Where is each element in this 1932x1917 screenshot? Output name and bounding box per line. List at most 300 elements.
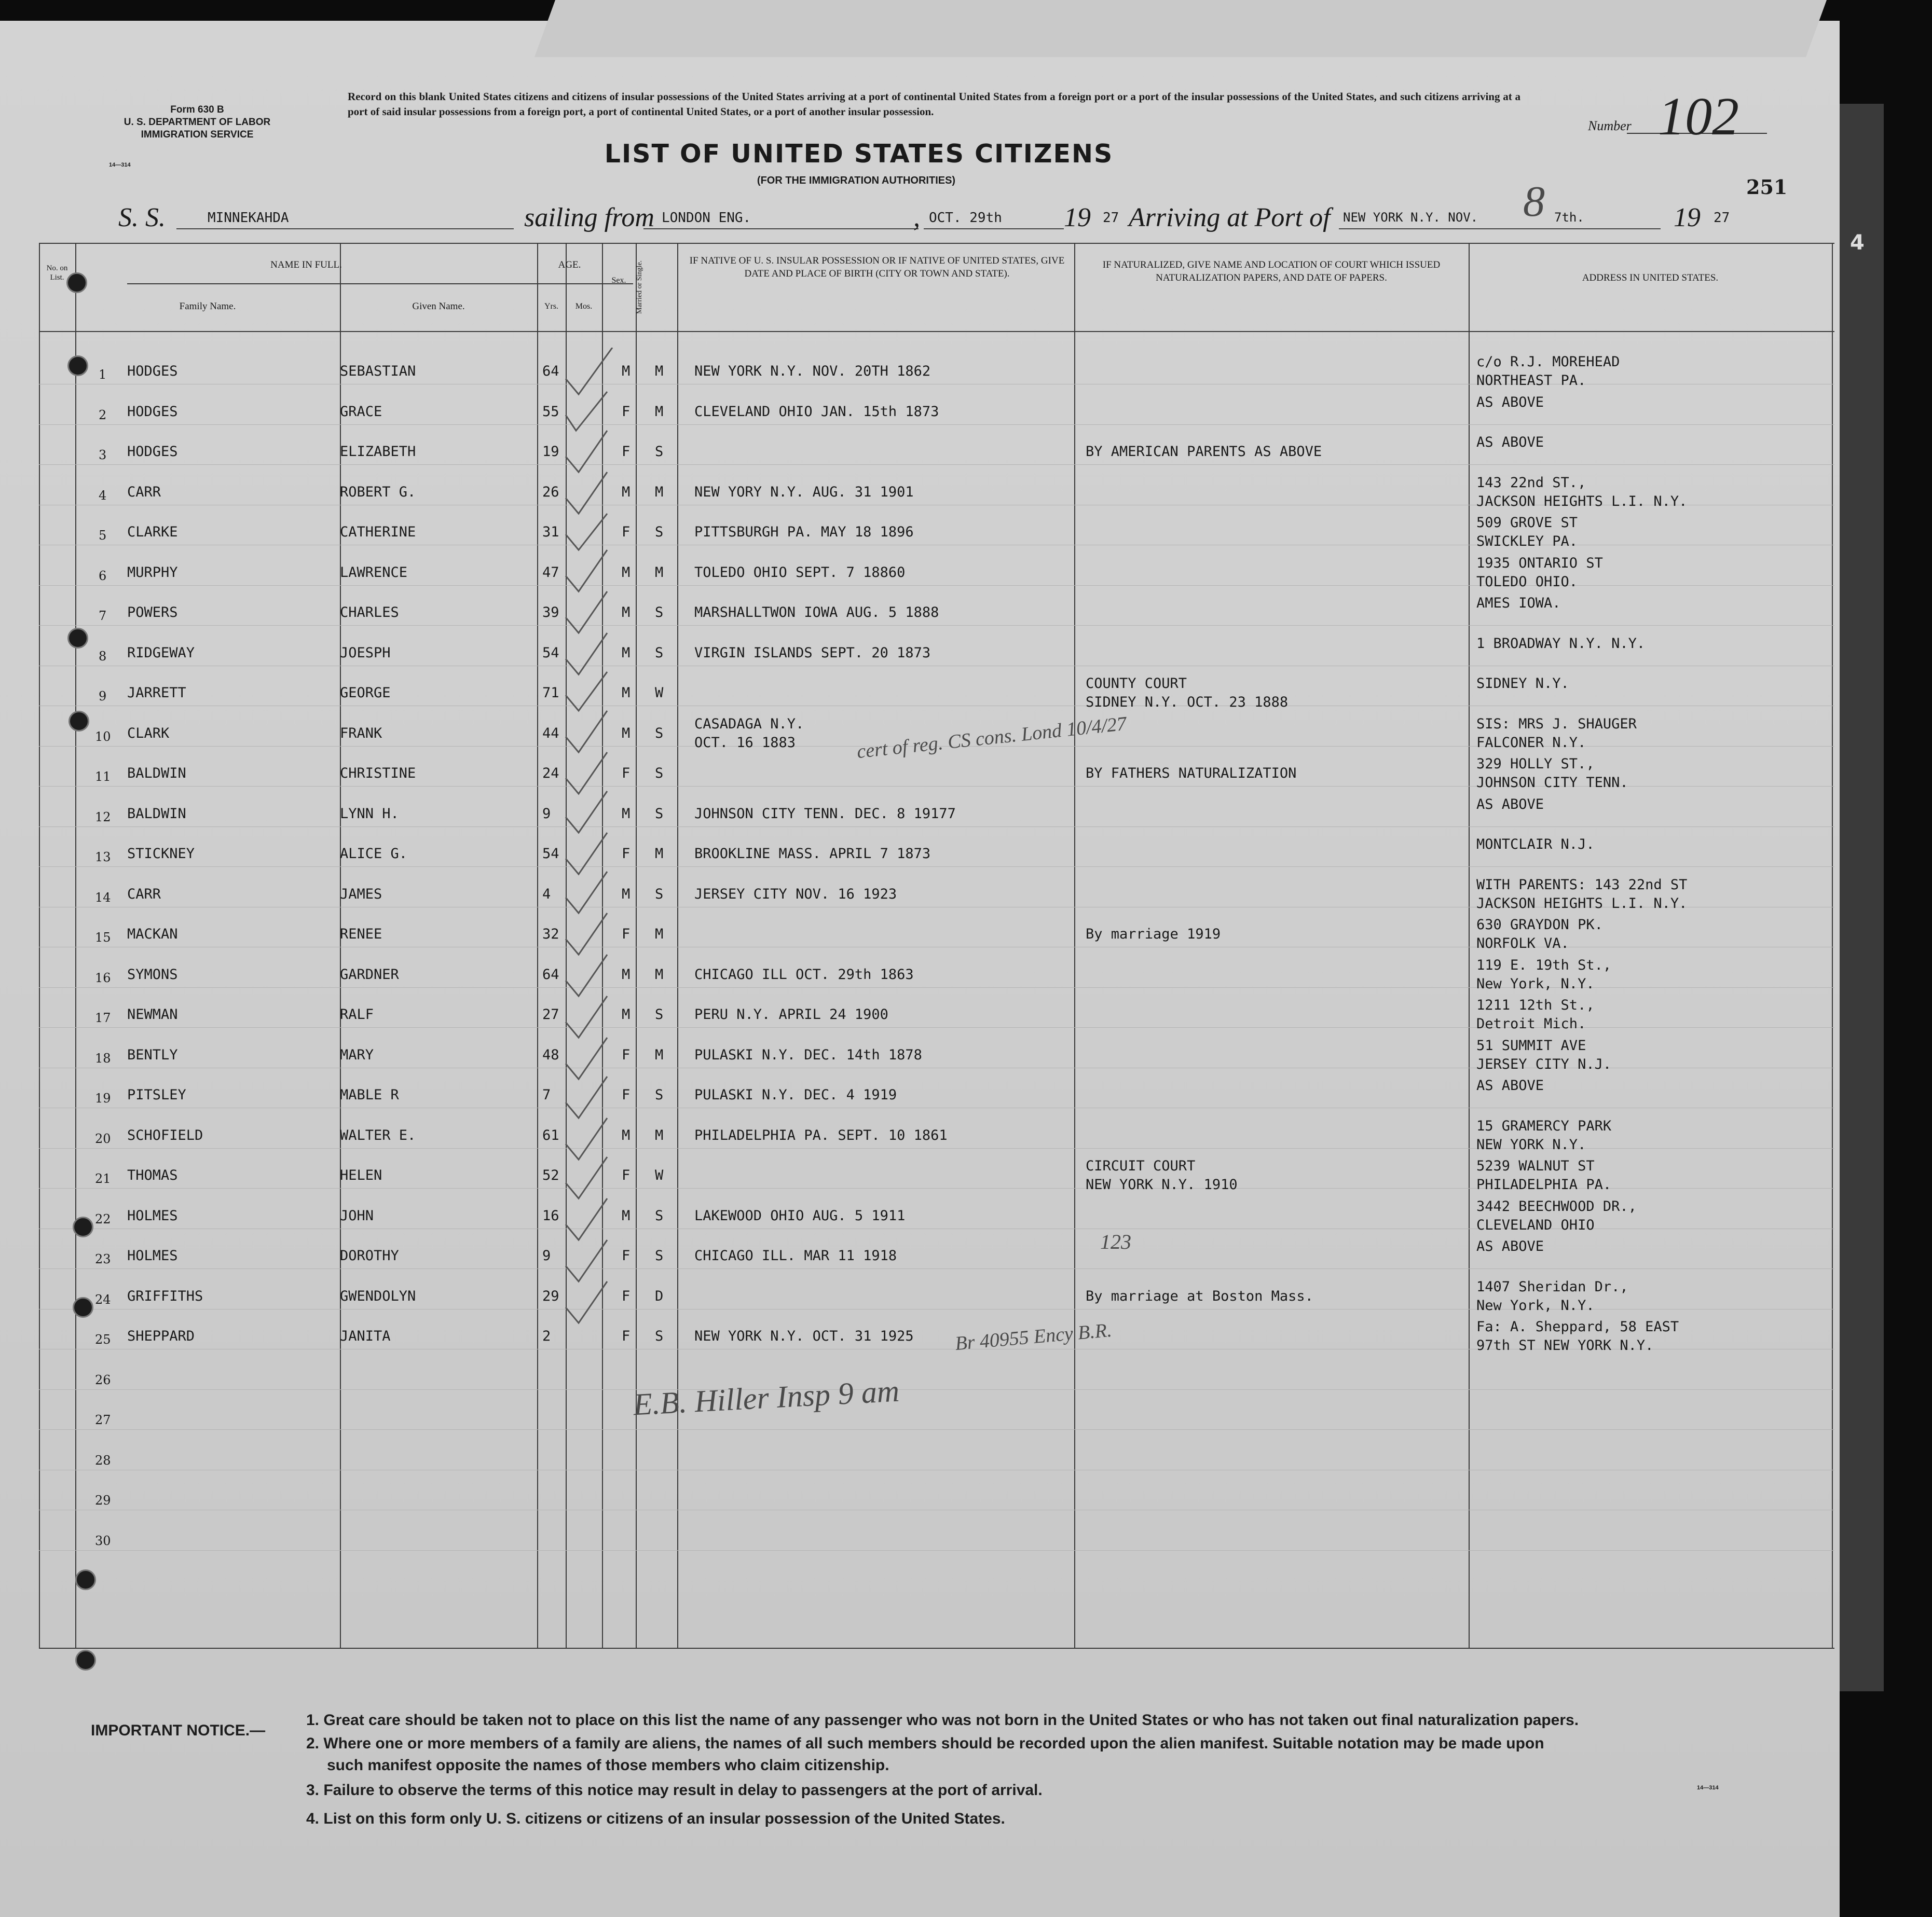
family-name: THOMAS	[127, 1167, 178, 1183]
family-name: SCHOFIELD	[127, 1127, 203, 1143]
age-years: 71	[542, 685, 559, 701]
age-years: 19	[542, 444, 559, 460]
naturalization-info-line2: NEW YORK N.Y. 1910	[1086, 1177, 1238, 1193]
notice-item-2-cont: such manifest opposite the names of those members who claim citizenship.	[327, 1757, 889, 1774]
handwritten-note-row10: cert of reg. CS cons. Lond 10/4/27	[856, 712, 1128, 763]
header-no: No. on List.	[46, 264, 68, 282]
marital-status: W	[655, 685, 664, 701]
marital-status: M	[655, 926, 664, 942]
family-name: BENTLY	[127, 1046, 178, 1063]
checkmark	[566, 392, 607, 431]
sex: F	[622, 1248, 631, 1264]
arrival-day-handwritten: 8	[1523, 177, 1545, 226]
sex: F	[622, 1288, 631, 1304]
row-number: 28	[95, 1453, 111, 1468]
header-married: Married or Single.	[636, 260, 643, 314]
row-number: 23	[95, 1252, 111, 1266]
ship-underline	[176, 228, 514, 229]
family-name: SHEPPARD	[127, 1328, 195, 1344]
address: 119 E. 19th St.,	[1476, 957, 1612, 973]
sex: M	[622, 1127, 631, 1143]
age-years: 16	[542, 1207, 559, 1224]
number-value: 102	[1658, 87, 1739, 146]
address: SIDNEY N.Y.	[1476, 675, 1569, 692]
header-sex: Sex.	[611, 276, 626, 285]
family-name: SYMONS	[127, 966, 178, 983]
birth-info: TOLEDO OHIO SEPT. 7 18860	[694, 564, 906, 581]
marital-status: M	[655, 1046, 664, 1063]
address-line2: JOHNSON CITY TENN.	[1476, 775, 1628, 791]
table-bottom-border	[39, 1648, 1834, 1649]
marital-status: S	[655, 1207, 664, 1224]
row-number: 21	[95, 1171, 111, 1186]
sex: M	[622, 564, 631, 581]
service-name: IMMIGRATION SERVICE	[141, 129, 254, 140]
naturalization-info: BY FATHERS NATURALIZATION	[1086, 765, 1297, 781]
address: WITH PARENTS: 143 22nd ST	[1476, 876, 1688, 893]
sex: F	[622, 1087, 631, 1103]
marital-status: M	[655, 1127, 664, 1143]
family-name: CARR	[127, 484, 161, 500]
address: AS ABOVE	[1476, 394, 1544, 410]
arrival-port: NEW YORK N.Y. NOV.	[1343, 210, 1478, 225]
age-years: 54	[542, 846, 559, 862]
header-family-name: Family Name.	[179, 301, 236, 312]
arriving-label: Arriving at Port of	[1129, 203, 1331, 232]
family-name: POWERS	[127, 604, 178, 620]
sex: M	[622, 484, 631, 500]
given-name: SEBASTIAN	[340, 363, 416, 379]
naturalization-info-line2: SIDNEY N.Y. OCT. 23 1888	[1086, 694, 1289, 710]
birth-info: CHICAGO ILL OCT. 29th 1863	[694, 966, 914, 983]
checkmark	[566, 348, 612, 394]
birth-info: MARSHALLTWON IOWA AUG. 5 1888	[694, 604, 939, 620]
sex: M	[622, 966, 631, 983]
marital-status: S	[655, 444, 664, 460]
birth-info: CASADAGA N.Y.	[694, 715, 804, 732]
row-rule	[39, 625, 1834, 626]
given-name: DOROTHY	[340, 1248, 399, 1264]
header-age: AGE.	[558, 259, 581, 270]
form-identifier	[93, 104, 301, 141]
checkmark	[566, 711, 607, 752]
col-line-left	[39, 243, 40, 1649]
row-rule	[39, 1389, 1834, 1390]
given-name: HELEN	[340, 1167, 382, 1183]
naturalization-info: BY AMERICAN PARENTS AS ABOVE	[1086, 444, 1322, 460]
marital-status: M	[655, 564, 664, 581]
binder-hole	[66, 272, 87, 293]
binder-hole	[67, 355, 88, 376]
row-rule	[39, 464, 1834, 465]
row-number: 18	[95, 1051, 111, 1066]
address: 51 SUMMIT AVE	[1476, 1037, 1586, 1054]
row-rule	[39, 1550, 1834, 1551]
checkmark	[566, 913, 607, 955]
number-label: Number	[1588, 118, 1632, 133]
row-number: 30	[95, 1533, 111, 1548]
binder-hole	[68, 711, 89, 732]
birth-info: CHICAGO ILL. MAR 11 1918	[694, 1248, 897, 1264]
address: SIS: MRS J. SHAUGER	[1476, 715, 1637, 732]
age-years: 55	[542, 403, 559, 420]
given-name: GWENDOLYN	[340, 1288, 416, 1304]
age-years: 26	[542, 484, 559, 500]
birth-info: JOHNSON CITY TENN. DEC. 8 19177	[694, 805, 956, 822]
given-name: CHRISTINE	[340, 765, 416, 781]
given-name: GRACE	[340, 403, 382, 420]
row-number: 12	[95, 809, 111, 824]
row-number: 11	[95, 769, 111, 784]
address-line2: SWICKLEY PA.	[1476, 533, 1578, 549]
notice-item-3: 3. Failure to observe the terms of this notice may result in delay to passengers at the port of arrival.	[306, 1782, 1043, 1799]
handwritten-note-row22: 123	[1100, 1230, 1131, 1253]
sex: F	[622, 1328, 631, 1344]
arrival-underline	[1339, 228, 1661, 229]
row-number: 4	[99, 488, 107, 503]
birth-info: CLEVELAND OHIO JAN. 15th 1873	[694, 403, 939, 420]
birth-info: JERSEY CITY NOV. 16 1923	[694, 886, 897, 902]
sex: M	[622, 886, 631, 902]
given-name: MABLE R	[340, 1087, 399, 1103]
age-years: 2	[542, 1328, 551, 1344]
birth-info: NEW YORK N.Y. NOV. 20TH 1862	[694, 363, 931, 379]
birth-info: PULASKI N.Y. DEC. 14th 1878	[694, 1046, 922, 1063]
row-number: 22	[95, 1211, 111, 1226]
marital-status: S	[655, 886, 664, 902]
header-yrs: Yrs.	[544, 302, 559, 311]
row-number: 14	[95, 890, 111, 905]
marital-status: S	[655, 1328, 664, 1344]
row-rule	[39, 826, 1834, 827]
given-name: GEORGE	[340, 685, 391, 701]
address: 1407 Sheridan Dr.,	[1476, 1278, 1628, 1295]
header-given-name: Given Name.	[412, 301, 465, 312]
sex: M	[622, 644, 631, 661]
address: 143 22nd ST.,	[1476, 474, 1586, 491]
page-curl	[535, 0, 1827, 57]
sex: F	[622, 926, 631, 942]
given-name: JANITA	[340, 1328, 391, 1344]
record-instructions: Record on this blank United States citizens and citizens of insular possessions of the United States arriving at a port of continental United States from a foreign port or a port of the insular possessions of the United States, and such citizens arriving at a port of said insular possessions from a foreign port, a port of continental United States, or a port of another insular possession.	[348, 90, 1520, 118]
age-years: 7	[542, 1087, 551, 1103]
col-line-ms	[677, 243, 678, 1649]
col-line-birth	[1074, 243, 1075, 1649]
marital-status: S	[655, 1248, 664, 1264]
edge-tab-number: 4	[1850, 231, 1865, 255]
age-years: 4	[542, 886, 551, 902]
given-name: LAWRENCE	[340, 564, 408, 581]
sex: F	[622, 1046, 631, 1063]
from-underline	[643, 228, 919, 229]
address: MONTCLAIR N.J.	[1476, 836, 1595, 852]
age-years: 48	[542, 1046, 559, 1063]
sex: F	[622, 1167, 631, 1183]
age-years: 27	[542, 1006, 559, 1023]
age-years: 24	[542, 765, 559, 781]
depart-underline	[924, 228, 1064, 229]
year-prefix-1: 19	[1064, 203, 1091, 232]
row-rule	[39, 866, 1834, 867]
birth-info: VIRGIN ISLANDS SEPT. 20 1873	[694, 644, 931, 661]
family-name: CLARK	[127, 725, 170, 741]
address: 5239 WALNUT ST	[1476, 1158, 1595, 1174]
binder-hole	[67, 628, 88, 649]
marital-status: S	[655, 1087, 664, 1103]
row-number: 13	[95, 850, 111, 864]
family-name: HODGES	[127, 403, 178, 420]
checkmark	[566, 996, 607, 1038]
row-number: 27	[95, 1413, 111, 1427]
binder-hole	[75, 1650, 96, 1671]
address: 1935 ONTARIO ST	[1476, 555, 1603, 571]
marital-status: M	[655, 966, 664, 983]
header-bottom-border	[39, 331, 1834, 332]
marital-status: S	[655, 725, 664, 741]
row-number: 9	[99, 689, 107, 704]
sex: M	[622, 1006, 631, 1023]
row-number: 19	[95, 1091, 111, 1106]
sex: F	[622, 765, 631, 781]
row-number: 29	[95, 1493, 111, 1508]
department-name: U. S. DEPARTMENT OF LABOR	[124, 117, 271, 128]
family-name: HODGES	[127, 444, 178, 460]
age-years: 32	[542, 926, 559, 942]
arrival-day-typed: 7th.	[1554, 210, 1584, 225]
family-name: JARRETT	[127, 685, 186, 701]
row-number: 10	[95, 729, 111, 744]
given-name: ALICE G.	[340, 846, 408, 862]
birth-info: BROOKLINE MASS. APRIL 7 1873	[694, 846, 931, 862]
checkmark	[566, 633, 607, 674]
family-name: HODGES	[127, 363, 178, 379]
checkmark-column	[555, 348, 633, 1359]
checkmark	[566, 955, 607, 996]
adjacent-page-edge	[1840, 104, 1884, 1691]
row-number: 8	[99, 649, 107, 664]
checkmark	[566, 591, 607, 633]
row-number: 2	[99, 407, 107, 422]
form-code-bottom: 14—314	[1697, 1785, 1719, 1791]
header-address: ADDRESS IN UNITED STATES.	[1582, 272, 1719, 283]
marital-status: M	[655, 846, 664, 862]
age-years: 47	[542, 564, 559, 581]
address: 509 GROVE ST	[1476, 515, 1578, 531]
address: AS ABOVE	[1476, 1238, 1544, 1254]
sex: M	[622, 725, 631, 741]
given-name: FRANK	[340, 725, 382, 741]
family-name: MURPHY	[127, 564, 178, 581]
given-name: JOESPH	[340, 644, 391, 661]
row-number: 17	[95, 1011, 111, 1025]
marital-status: M	[655, 363, 664, 379]
given-name: LYNN H.	[340, 805, 399, 822]
age-years: 64	[542, 363, 559, 379]
row-number: 16	[95, 970, 111, 985]
age-years: 52	[542, 1167, 559, 1183]
col-line-sex	[636, 243, 637, 1649]
birth-info: PULASKI N.Y. DEC. 4 1919	[694, 1087, 897, 1103]
family-name: RIDGEWAY	[127, 644, 195, 661]
birth-info: LAKEWOOD OHIO AUG. 5 1911	[694, 1207, 906, 1224]
marital-status: D	[655, 1288, 664, 1304]
inspector-signature: E.B. Hiller Insp 9 am	[632, 1373, 900, 1422]
row-number: 15	[95, 930, 111, 945]
naturalization-info: CIRCUIT COURT	[1086, 1158, 1196, 1174]
checkmark	[566, 1198, 607, 1240]
age-subheader-line	[542, 283, 599, 284]
marital-status: S	[655, 644, 664, 661]
marital-status: S	[655, 805, 664, 822]
address: AMES IOWA.	[1476, 595, 1561, 611]
sex: M	[622, 604, 631, 620]
given-name: ELIZABETH	[340, 444, 416, 460]
age-years: 61	[542, 1127, 559, 1143]
family-name: GRIFFITHS	[127, 1288, 203, 1304]
family-name: BALDWIN	[127, 765, 186, 781]
given-name: JAMES	[340, 886, 382, 902]
address-line2: New York, N.Y.	[1476, 1297, 1595, 1314]
page-number: 251	[1746, 175, 1788, 199]
checkmark	[566, 431, 607, 472]
age-years: 29	[542, 1288, 559, 1304]
address: 329 HOLLY ST.,	[1476, 756, 1595, 772]
family-name: CARR	[127, 886, 161, 902]
family-name: BALDWIN	[127, 805, 186, 822]
given-name: MARY	[340, 1046, 374, 1063]
checkmark	[566, 1281, 607, 1323]
age-years: 9	[542, 1248, 551, 1264]
address: 15 GRAMERCY PARK	[1476, 1118, 1612, 1134]
birth-info: PHILADELPHIA PA. SEPT. 10 1861	[694, 1127, 948, 1143]
row-number: 25	[95, 1332, 111, 1347]
family-name: MACKAN	[127, 926, 178, 942]
header-birth: IF NATIVE OF U. S. INSULAR POSSESSION OR IF NATIVE OF UNITED STATES, GIVE DATE AND PLACE OF BIRTH (CITY OR TOWN AND STATE).	[689, 255, 1065, 279]
col-line-no	[75, 243, 76, 1649]
given-name: CATHERINE	[340, 524, 416, 540]
col-line-nat	[1469, 243, 1470, 1649]
address: 3442 BEECHWOOD DR.,	[1476, 1198, 1637, 1215]
marital-status: S	[655, 1006, 664, 1023]
year-prefix-2: 19	[1674, 203, 1701, 232]
address-line2: Detroit Mich.	[1476, 1016, 1586, 1032]
address-line2: NORTHEAST PA.	[1476, 373, 1586, 389]
address: 630 GRAYDON PK.	[1476, 917, 1603, 933]
marital-status: S	[655, 765, 664, 781]
sex: F	[622, 846, 631, 862]
from-port: LONDON ENG.	[662, 210, 751, 226]
checkmark	[566, 752, 607, 794]
family-name: STICKNEY	[127, 846, 195, 862]
address-line2: NEW YORK N.Y.	[1476, 1136, 1586, 1153]
age-years: 39	[542, 604, 559, 620]
given-name: RALF	[340, 1006, 374, 1023]
sex: F	[622, 444, 631, 460]
arrival-year: 27	[1714, 210, 1730, 226]
address: AS ABOVE	[1476, 1078, 1544, 1094]
address: AS ABOVE	[1476, 434, 1544, 450]
notice-item-4: 4. List on this form only U. S. citizens or citizens of an insular possession of the United States.	[306, 1810, 1005, 1827]
header-name-in-full: NAME IN FULL.	[270, 259, 342, 270]
checkmark	[566, 1157, 607, 1198]
sex: M	[622, 363, 631, 379]
table-top-border	[39, 243, 1834, 244]
sex: M	[622, 685, 631, 701]
header-naturalized: IF NATURALIZED, GIVE NAME AND LOCATION OF COURT WHICH ISSUED NATURALIZATION PAPERS, AND DATE OF PAPERS.	[1102, 259, 1441, 283]
header-mos: Mos.	[575, 302, 593, 311]
address-line2: 97th ST NEW YORK N.Y.	[1476, 1337, 1654, 1354]
binder-hole	[75, 1569, 96, 1590]
address: 1211 12th St.,	[1476, 997, 1595, 1013]
address: Fa: A. Sheppard, 58 EAST	[1476, 1319, 1679, 1335]
row-number: 20	[95, 1131, 111, 1146]
family-name: HOLMES	[127, 1207, 178, 1224]
checkmark	[566, 833, 607, 874]
address-line2: JERSEY CITY N.J.	[1476, 1056, 1612, 1072]
family-name: HOLMES	[127, 1248, 178, 1264]
address-line2: JACKSON HEIGHTS L.I. N.Y.	[1476, 493, 1688, 509]
checkmark	[566, 1240, 607, 1281]
naturalization-info: By marriage 1919	[1086, 926, 1221, 942]
sex: M	[622, 1207, 631, 1224]
naturalization-info: By marriage at Boston Mass.	[1086, 1288, 1313, 1304]
binder-hole	[73, 1217, 93, 1237]
checkmark	[566, 872, 607, 913]
marital-status: M	[655, 484, 664, 500]
checkmark	[566, 672, 607, 711]
checkmark	[566, 1077, 607, 1118]
page-subtitle: (FOR THE IMMIGRATION AUTHORITIES)	[757, 175, 956, 186]
age-years: 9	[542, 805, 551, 822]
address-line2: PHILADELPHIA PA.	[1476, 1177, 1612, 1193]
row-rule	[39, 1429, 1834, 1430]
col-line-right	[1832, 243, 1833, 1649]
sailing-label: sailing from	[524, 203, 654, 232]
checkmark	[566, 550, 607, 591]
birth-info-line2: OCT. 16 1883	[694, 734, 796, 751]
family-name: PITSLEY	[127, 1087, 186, 1103]
marital-status: W	[655, 1167, 664, 1183]
address-line2: New York, N.Y.	[1476, 975, 1595, 992]
row-number: 26	[95, 1372, 111, 1387]
checkmark	[566, 472, 607, 514]
address-line2: CLEVELAND OHIO	[1476, 1217, 1595, 1233]
given-name: JOHN	[340, 1207, 374, 1224]
row-rule	[39, 424, 1834, 425]
notice-item-2: 2. Where one or more members of a family are aliens, the names of all such members should be recorded upon the alien manifest. Suitable notation may be made upon	[306, 1735, 1544, 1752]
checkmark	[566, 791, 607, 833]
given-name: CHARLES	[340, 604, 399, 620]
address: 1 BROADWAY N.Y. N.Y.	[1476, 635, 1646, 652]
address: c/o R.J. MOREHEAD	[1476, 354, 1620, 370]
age-years: 31	[542, 524, 559, 540]
notice-label: IMPORTANT NOTICE.—	[91, 1722, 266, 1739]
row-number: 3	[99, 448, 107, 462]
address-line2: FALCONER N.Y.	[1476, 734, 1586, 751]
binder-hole	[73, 1297, 93, 1318]
checkmark	[566, 1038, 607, 1079]
row-number: 7	[99, 609, 107, 623]
given-name: GARDNER	[340, 966, 399, 983]
ship-name: MINNEKAHDA	[208, 210, 289, 226]
depart-year: 27	[1103, 210, 1119, 226]
given-name: WALTER E.	[340, 1127, 416, 1143]
marital-status: M	[655, 403, 664, 420]
birth-info: PITTSBURGH PA. MAY 18 1896	[694, 524, 914, 540]
birth-info: PERU N.Y. APRIL 24 1900	[694, 1006, 888, 1023]
checkmark	[566, 1118, 607, 1160]
form-number: Form 630 B	[170, 104, 224, 115]
